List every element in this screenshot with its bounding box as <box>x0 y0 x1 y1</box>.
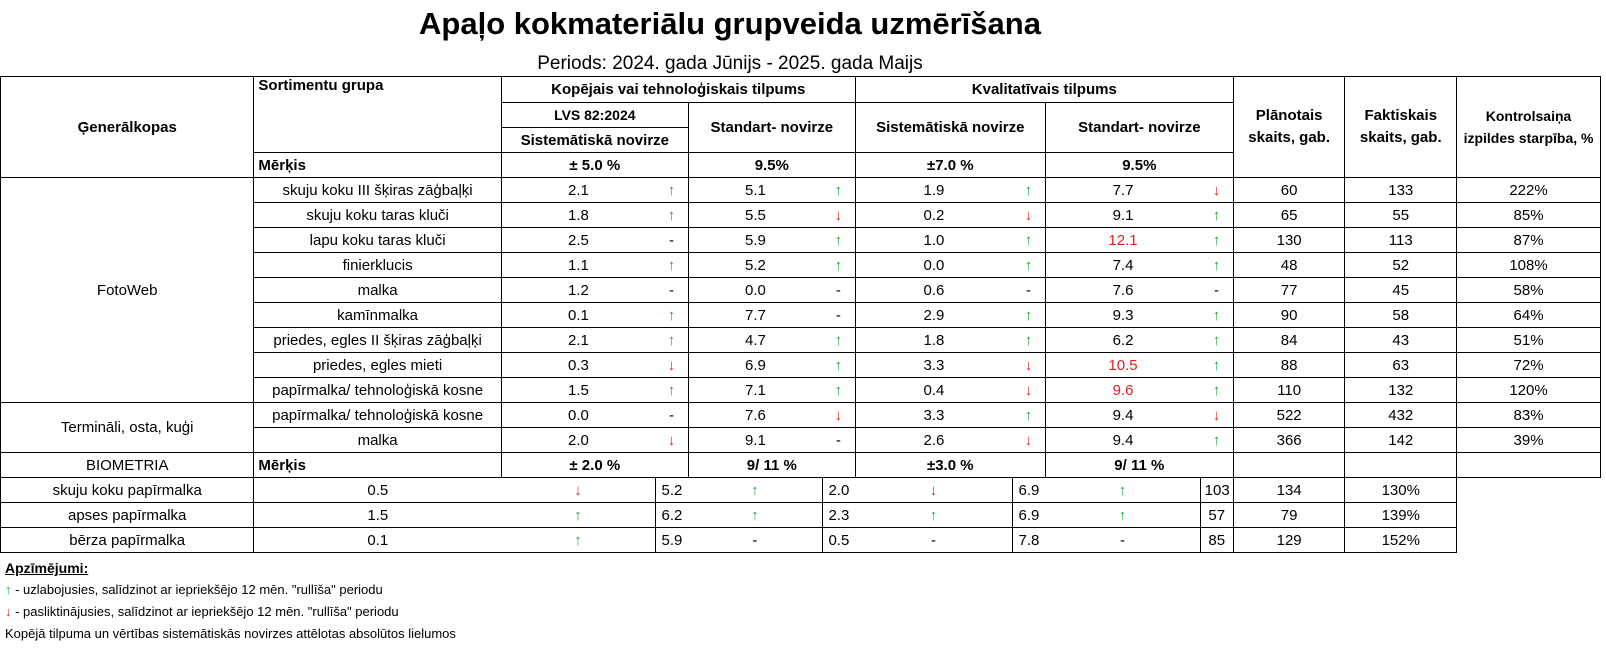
sortiment-name: priedes, egles II šķiras zāģbaļķi <box>254 328 501 353</box>
arrow-down-icon: ↓ <box>655 353 688 378</box>
planned-count: 85 <box>1200 528 1233 553</box>
q-sys-value: 2.9 <box>855 303 1012 328</box>
legend-up-text: - uzlabojusies, salīdzinot ar iepriekšējo 12 mēn. "rullīša" periodu <box>11 582 383 597</box>
table-row <box>1 178 1601 203</box>
q-sys-value: 0.5 <box>822 528 855 553</box>
k-std-value: 4.7 <box>688 328 822 353</box>
arrow-up-icon: ↑ <box>688 503 822 528</box>
control-difference: 120% <box>1457 378 1601 403</box>
arrow-up-icon: ↑ <box>655 303 688 328</box>
planned-count: 110 <box>1233 378 1345 403</box>
k-std-value: 9.1 <box>688 428 822 453</box>
k-std-value: 7.7 <box>688 303 822 328</box>
sortiment-name: skuju koku III šķiras zāģbaļķi <box>254 178 501 203</box>
group-biometria: BIOMETRIA <box>1 453 254 478</box>
q-std-value: 7.4 <box>1045 253 1200 278</box>
control-difference: 139% <box>1345 503 1457 528</box>
arrow-down-icon: ↓ <box>1012 378 1045 403</box>
control-difference: 87% <box>1457 228 1601 253</box>
actual-count: 63 <box>1345 353 1457 378</box>
planned-count: 84 <box>1233 328 1345 353</box>
arrow-down-icon: ↓ <box>822 203 855 228</box>
header-lvs: LVS 82:2024 <box>501 103 688 128</box>
target-row-biometria <box>1 453 1601 478</box>
k-std-value: 7.6 <box>688 403 822 428</box>
actual-count: 45 <box>1345 278 1457 303</box>
arrow-up-icon: ↑ <box>655 378 688 403</box>
arrow-down-icon: ↓ <box>822 403 855 428</box>
q-sys-value: 0.4 <box>855 378 1012 403</box>
k-sys-value: 0.0 <box>501 403 655 428</box>
control-difference: 130% <box>1345 478 1457 503</box>
target-q-std: 9/ 11 % <box>1045 453 1233 478</box>
control-difference: 51% <box>1457 328 1601 353</box>
arrow-up-icon: ↑ <box>1012 178 1045 203</box>
k-std-value: 5.2 <box>655 478 688 503</box>
dash-icon: - <box>655 403 688 428</box>
group-fotoweb: FotoWeb <box>1 178 254 403</box>
arrow-up-icon: ↑ <box>1200 378 1233 403</box>
q-sys-value: 2.3 <box>822 503 855 528</box>
arrow-down-icon: ↓ <box>1200 403 1233 428</box>
q-std-value: 12.1 <box>1045 228 1200 253</box>
q-sys-value: 0.6 <box>855 278 1012 303</box>
k-sys-value: 1.5 <box>501 378 655 403</box>
arrow-down-icon: ↓ <box>1012 428 1045 453</box>
target-k-sys: ± 2.0 % <box>501 453 688 478</box>
period-subtitle: Periods: 2024. gada Jūnijs - 2025. gada Maijs <box>537 53 923 74</box>
dash-icon: - <box>688 528 822 553</box>
actual-count: 133 <box>1345 178 1457 203</box>
q-std-value: 7.8 <box>1012 528 1045 553</box>
sortiment-name: papīrmalka/ tehnoloģiskā kosne <box>254 378 501 403</box>
dash-icon: - <box>822 278 855 303</box>
arrow-up-icon: ↑ <box>1200 303 1233 328</box>
table-row <box>1 528 1601 553</box>
q-sys-value: 0.2 <box>855 203 1012 228</box>
q-sys-value: 3.3 <box>855 353 1012 378</box>
sortiment-name: skuju koku papīrmalka <box>1 478 254 503</box>
arrow-up-icon: ↑ <box>822 178 855 203</box>
planned-count: 103 <box>1200 478 1233 503</box>
k-std-value: 5.5 <box>688 203 822 228</box>
measurement-table <box>0 76 1601 553</box>
dash-icon: - <box>655 228 688 253</box>
k-sys-value: 2.5 <box>501 228 655 253</box>
arrow-up-icon: ↑ <box>501 503 655 528</box>
arrow-up-icon: ↑ <box>822 253 855 278</box>
planned-count: 48 <box>1233 253 1345 278</box>
q-sys-value: 2.6 <box>855 428 1012 453</box>
planned-count: 77 <box>1233 278 1345 303</box>
q-std-value: 7.6 <box>1045 278 1200 303</box>
target-label: Mērķis <box>254 153 501 178</box>
arrow-down-icon: ↓ <box>1012 203 1045 228</box>
header-kontrolsaina: Kontrolsaiņa izpildes starpība, % <box>1457 77 1601 178</box>
dash-icon: - <box>855 528 1012 553</box>
arrow-down-icon: ↓ <box>5 604 12 619</box>
arrow-up-icon: ↑ <box>5 582 12 597</box>
control-difference: 64% <box>1457 303 1601 328</box>
actual-count: 113 <box>1345 228 1457 253</box>
k-sys-value: 0.1 <box>501 303 655 328</box>
target-k-std: 9.5% <box>688 153 855 178</box>
control-difference: 39% <box>1457 428 1601 453</box>
page-title: Apaļo kokmateriālu grupveida uzmērīšana <box>419 6 1041 41</box>
target-label: Mērķis <box>254 453 501 478</box>
sortiment-name: papīrmalka/ tehnoloģiskā kosne <box>254 403 501 428</box>
q-sys-value: 0.0 <box>855 253 1012 278</box>
k-sys-value: 0.3 <box>501 353 655 378</box>
arrow-up-icon: ↑ <box>1200 353 1233 378</box>
control-difference: 108% <box>1457 253 1601 278</box>
planned-count: 90 <box>1233 303 1345 328</box>
k-sys-value: 1.1 <box>501 253 655 278</box>
q-std-value: 9.4 <box>1045 403 1200 428</box>
table-row <box>1 503 1601 528</box>
arrow-up-icon: ↑ <box>1200 253 1233 278</box>
actual-count: 55 <box>1345 203 1457 228</box>
target-k-sys: ± 5.0 % <box>501 153 688 178</box>
sortiment-name: lapu koku taras kluči <box>254 228 501 253</box>
sortiment-name: skuju koku taras kluči <box>254 203 501 228</box>
q-std-value: 9.1 <box>1045 203 1200 228</box>
header-generalkopas: Ģenerālkopas <box>1 77 254 178</box>
control-difference: 72% <box>1457 353 1601 378</box>
actual-count: 134 <box>1233 478 1345 503</box>
control-difference: 85% <box>1457 203 1601 228</box>
arrow-up-icon: ↑ <box>501 528 655 553</box>
arrow-up-icon: ↑ <box>1012 328 1045 353</box>
k-std-value: 5.2 <box>688 253 822 278</box>
planned-count: 130 <box>1233 228 1345 253</box>
sortiment-name: bērza papīrmalka <box>1 528 254 553</box>
arrow-up-icon: ↑ <box>822 378 855 403</box>
arrow-up-icon: ↑ <box>1200 228 1233 253</box>
k-sys-value: 2.1 <box>501 328 655 353</box>
table-row <box>1 478 1601 503</box>
arrow-up-icon: ↑ <box>655 203 688 228</box>
arrow-up-icon: ↑ <box>655 328 688 353</box>
group-terminali: Termināli, osta, kuģi <box>1 403 254 453</box>
header-q-sistematiska: Sistemātiskā novirze <box>855 103 1045 153</box>
table-row <box>1 403 1601 428</box>
control-difference: 58% <box>1457 278 1601 303</box>
dash-icon: - <box>822 303 855 328</box>
planned-count: 88 <box>1233 353 1345 378</box>
k-sys-value: 2.0 <box>501 428 655 453</box>
header-faktiskais: Faktiskais skaits, gab. <box>1345 77 1457 178</box>
actual-count: 79 <box>1233 503 1345 528</box>
legend <box>5 557 456 645</box>
control-difference: 83% <box>1457 403 1601 428</box>
arrow-up-icon: ↑ <box>1200 328 1233 353</box>
dash-icon: - <box>1045 528 1200 553</box>
q-std-value: 7.7 <box>1045 178 1200 203</box>
k-sys-value: 0.5 <box>254 478 501 503</box>
arrow-down-icon: ↓ <box>1012 353 1045 378</box>
arrow-up-icon: ↑ <box>688 478 822 503</box>
q-std-value: 9.6 <box>1045 378 1200 403</box>
k-sys-value: 2.1 <box>501 178 655 203</box>
planned-count: 57 <box>1200 503 1233 528</box>
arrow-up-icon: ↑ <box>1200 428 1233 453</box>
arrow-up-icon: ↑ <box>822 228 855 253</box>
arrow-down-icon: ↓ <box>855 478 1012 503</box>
legend-heading: Apzīmējumi: <box>5 560 89 576</box>
q-std-value: 6.9 <box>1012 478 1045 503</box>
arrow-up-icon: ↑ <box>1012 403 1045 428</box>
k-sys-value: 1.2 <box>501 278 655 303</box>
actual-count: 52 <box>1345 253 1457 278</box>
q-sys-value: 1.8 <box>855 328 1012 353</box>
control-difference: 222% <box>1457 178 1601 203</box>
arrow-up-icon: ↑ <box>1012 303 1045 328</box>
planned-count: 60 <box>1233 178 1345 203</box>
sortiment-name: malka <box>254 278 501 303</box>
k-std-value: 6.9 <box>688 353 822 378</box>
header-kvalitativais: Kvalitatīvais tilpums <box>855 77 1233 103</box>
header-planotais: Plānotais skaits, gab. <box>1233 77 1345 178</box>
k-sys-value: 0.1 <box>254 528 501 553</box>
header-q-standart: Standart- novirze <box>1045 103 1233 153</box>
q-std-value: 6.9 <box>1012 503 1045 528</box>
arrow-up-icon: ↑ <box>822 328 855 353</box>
k-std-value: 5.1 <box>688 178 822 203</box>
legend-down-text: - pasliktinājusies, salīdzinot ar iepriekšējo 12 mēn. "rullīša" periodu <box>11 604 399 619</box>
target-k-std: 9/ 11 % <box>688 453 855 478</box>
sortiment-name: finierklucis <box>254 253 501 278</box>
actual-count: 132 <box>1345 378 1457 403</box>
planned-count: 522 <box>1233 403 1345 428</box>
header-sortimentu-grupa: Sortimentu grupa <box>254 77 501 153</box>
dash-icon: - <box>1012 278 1045 303</box>
arrow-up-icon: ↑ <box>1012 253 1045 278</box>
planned-count: 65 <box>1233 203 1345 228</box>
k-sys-value: 1.8 <box>501 203 655 228</box>
q-std-value: 6.2 <box>1045 328 1200 353</box>
arrow-up-icon: ↑ <box>1045 478 1200 503</box>
arrow-up-icon: ↑ <box>855 503 1012 528</box>
sortiment-name: priedes, egles mieti <box>254 353 501 378</box>
actual-count: 43 <box>1345 328 1457 353</box>
target-q-sys: ±3.0 % <box>855 453 1045 478</box>
q-sys-value: 1.0 <box>855 228 1012 253</box>
actual-count: 432 <box>1345 403 1457 428</box>
header-k-standart: Standart- novirze <box>688 103 855 153</box>
q-sys-value: 3.3 <box>855 403 1012 428</box>
k-std-value: 7.1 <box>688 378 822 403</box>
planned-count: 366 <box>1233 428 1345 453</box>
arrow-up-icon: ↑ <box>655 178 688 203</box>
q-sys-value: 1.9 <box>855 178 1012 203</box>
arrow-up-icon: ↑ <box>822 353 855 378</box>
q-std-value: 10.5 <box>1045 353 1200 378</box>
sortiment-name: kamīnmalka <box>254 303 501 328</box>
actual-count: 58 <box>1345 303 1457 328</box>
target-q-std: 9.5% <box>1045 153 1233 178</box>
actual-count: 129 <box>1233 528 1345 553</box>
q-std-value: 9.4 <box>1045 428 1200 453</box>
sortiment-name: apses papīrmalka <box>1 503 254 528</box>
header-kopejais: Kopējais vai tehnoloģiskais tilpums <box>501 77 855 103</box>
arrow-down-icon: ↓ <box>1200 178 1233 203</box>
legend-note: Kopējā tilpuma un vērtības sistemātiskās novirzes attēlotas absolūtos lielumos <box>5 626 456 641</box>
sortiment-name: malka <box>254 428 501 453</box>
control-difference: 152% <box>1345 528 1457 553</box>
k-std-value: 5.9 <box>655 528 688 553</box>
q-sys-value: 2.0 <box>822 478 855 503</box>
arrow-up-icon: ↑ <box>655 253 688 278</box>
arrow-up-icon: ↑ <box>1200 203 1233 228</box>
dash-icon: - <box>655 278 688 303</box>
actual-count: 142 <box>1345 428 1457 453</box>
k-sys-value: 1.5 <box>254 503 501 528</box>
header-k-sistematiska: Sistemātiskā novirze <box>501 128 688 153</box>
q-std-value: 9.3 <box>1045 303 1200 328</box>
arrow-up-icon: ↑ <box>1045 503 1200 528</box>
dash-icon: - <box>1200 278 1233 303</box>
arrow-up-icon: ↑ <box>1012 228 1045 253</box>
k-std-value: 5.9 <box>688 228 822 253</box>
arrow-down-icon: ↓ <box>501 478 655 503</box>
target-q-sys: ±7.0 % <box>855 153 1045 178</box>
k-std-value: 0.0 <box>688 278 822 303</box>
arrow-down-icon: ↓ <box>655 428 688 453</box>
k-std-value: 6.2 <box>655 503 688 528</box>
dash-icon: - <box>822 428 855 453</box>
